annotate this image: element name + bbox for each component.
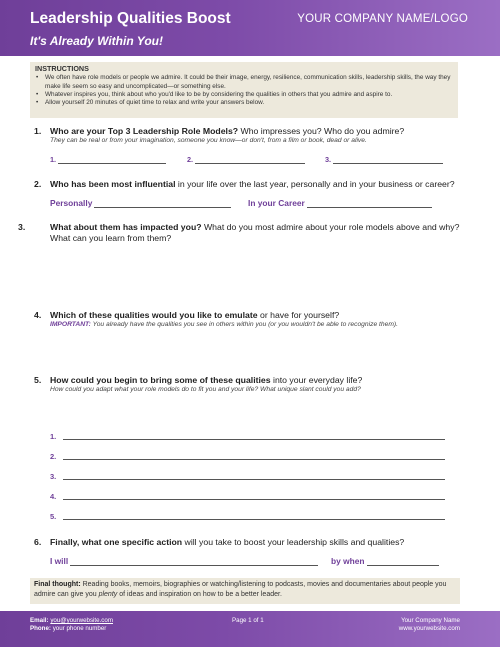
final-thought-text-end: of ideas and inspiration on how to be a better leader.: [117, 590, 282, 598]
email-link[interactable]: you@yourwebsite.com: [50, 617, 113, 624]
question-hint: [50, 321, 464, 330]
answer-line[interactable]: [307, 199, 432, 208]
instructions-panel: [30, 62, 458, 118]
phone-value: your phone number: [52, 625, 107, 632]
blank-number: 3.: [325, 155, 332, 164]
question-4: [34, 310, 464, 330]
answer-line[interactable]: [195, 155, 305, 164]
line-number: 5.: [50, 512, 57, 521]
career-label: In your Career: [248, 198, 305, 208]
instructions-heading: INSTRUCTIONS: [35, 64, 89, 73]
question-hint: How could you adapt what your role models do to fit you and your life? What unique slant could you add?: [50, 386, 361, 393]
i-will-field[interactable]: [50, 556, 318, 566]
blank-number: 2.: [187, 155, 194, 164]
footer-website[interactable]: www.yourwebsite.com: [398, 625, 460, 632]
answer-line-3[interactable]: [50, 472, 56, 481]
line-number: 2.: [50, 452, 57, 461]
answer-line[interactable]: [63, 479, 445, 480]
blank-number: 1.: [50, 155, 57, 164]
line-number: 1.: [50, 432, 57, 441]
question-strong: Who has been most influential: [50, 179, 176, 189]
header-banner: [0, 0, 500, 56]
final-thought-panel: [30, 578, 460, 604]
answer-line[interactable]: [367, 557, 439, 566]
role-model-blank-3[interactable]: [325, 155, 443, 164]
instruction-item: • Whatever inspires you, think about who you'd like to be by considering the qualities in others that you admire and aspire to.: [35, 91, 453, 99]
instruction-item: • We often have role models or people we admire. It could be their image, energy, resilience, communication skills, leadership skills, the way they make life seem so easy and uncomplicated—or something else.: [35, 74, 453, 91]
important-label: IMPORTANT:: [50, 321, 91, 328]
line-number: 4.: [50, 492, 57, 501]
personally-label: Personally: [50, 198, 93, 208]
question-rest: Who impresses you? Who do you admire?: [238, 126, 405, 136]
footer-company: [399, 617, 460, 633]
question-rest: into your everyday life?: [270, 375, 363, 385]
question-rest: What do you most admire about your role models above and why? What can you learn from them?: [50, 222, 460, 243]
answer-line-4[interactable]: [50, 492, 56, 501]
question-strong: How could you begin to bring some of these qualities: [50, 375, 271, 385]
footer-contact: [30, 617, 113, 633]
by-when-label: by when: [331, 556, 365, 566]
question-number: 6.: [34, 537, 42, 547]
final-thought-emphasis: plenty: [98, 590, 118, 598]
i-will-label: I will: [50, 556, 69, 566]
answer-line[interactable]: [63, 519, 445, 520]
question-rest: or have for yourself?: [257, 310, 340, 320]
question-number: 1.: [34, 126, 42, 136]
answer-line-1[interactable]: [50, 432, 56, 441]
answer-line-5[interactable]: [50, 512, 56, 521]
final-thought-text: Reading books, memoirs, biographies or watching/listening to podcasts, movies and documentaries about people you admire can give you: [34, 581, 447, 598]
question-strong: Finally, what one specific action: [50, 537, 183, 547]
question-number: 5.: [34, 375, 42, 385]
question-strong: Which of these qualities would you like to emulate: [50, 310, 258, 320]
page-number: Page 1 of 1: [232, 617, 264, 624]
question-rest: in your life over the last year, personally and in your business or career?: [175, 179, 455, 189]
instruction-item: • Allow yourself 20 minutes of quiet time to relax and write your answers below.: [35, 99, 453, 107]
answer-line-2[interactable]: [50, 452, 56, 461]
answer-line[interactable]: [63, 439, 445, 440]
question-1: [34, 126, 464, 146]
answer-line[interactable]: [58, 155, 166, 164]
final-thought-label: Final thought:: [34, 581, 81, 588]
answer-line[interactable]: [70, 557, 318, 566]
question-number: 3.: [18, 222, 26, 232]
email-label: Email:: [30, 617, 49, 624]
page-title: Leadership Qualities Boost: [30, 10, 231, 27]
question-hint: They can be real or from your imagination, someone you know—or don't, from a film or book, dead or alive.: [50, 137, 367, 144]
question-number: 2.: [34, 179, 42, 189]
footer-banner: [0, 611, 500, 647]
role-model-blank-1[interactable]: [50, 155, 166, 164]
answer-line[interactable]: [333, 155, 443, 164]
important-text: You already have the qualities you see in others within you (or you wouldn't be able to recognize them).: [90, 321, 398, 328]
question-6: [34, 537, 464, 548]
instructions-list: [35, 74, 453, 107]
phone-label: Phone:: [30, 625, 51, 632]
question-rest: will you take to boost your leadership skills and qualities?: [182, 537, 405, 547]
question-2: [34, 179, 464, 190]
question-strong: What about them has impacted you?: [50, 222, 202, 232]
question-3: [18, 222, 464, 244]
answer-line[interactable]: [63, 459, 445, 460]
by-when-field[interactable]: [331, 556, 439, 566]
question-number: 4.: [34, 310, 42, 320]
company-logo-text: YOUR COMPANY NAME/LOGO: [297, 13, 468, 25]
answer-line[interactable]: [94, 199, 231, 208]
page-subtitle: It's Already Within You!: [30, 34, 163, 48]
question-strong: Who are your Top 3 Leadership Role Models?: [50, 126, 239, 136]
line-number: 3.: [50, 472, 57, 481]
question-5: [34, 375, 464, 395]
answer-line[interactable]: [63, 499, 445, 500]
role-model-blank-2[interactable]: [187, 155, 305, 164]
personally-field[interactable]: [50, 198, 231, 208]
footer-company-name: Your Company Name: [401, 617, 460, 624]
career-field[interactable]: [248, 198, 432, 208]
